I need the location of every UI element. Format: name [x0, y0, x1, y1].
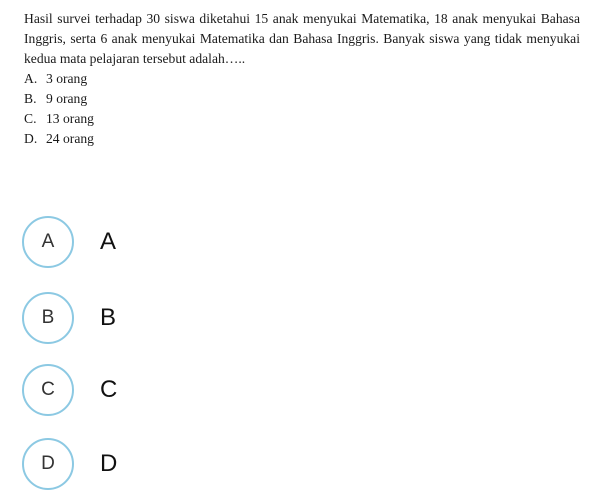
- statement-option-letter: D.: [24, 131, 38, 146]
- answer-choice-a[interactable]: [22, 216, 222, 268]
- answer-choice-d[interactable]: [22, 438, 222, 490]
- answer-label-b[interactable]: B: [100, 304, 117, 331]
- answer-label-c[interactable]: C: [100, 376, 118, 403]
- answer-label-d[interactable]: D: [100, 450, 118, 477]
- statement-option-letter: B.: [24, 91, 37, 106]
- statement-option-text: 9 orang: [46, 91, 88, 106]
- statement-option-text: 24 orang: [46, 131, 94, 146]
- answer-badge-a[interactable]: A: [22, 216, 74, 268]
- answer-badge-b[interactable]: B: [22, 292, 74, 344]
- answer-badge-c[interactable]: C: [22, 364, 74, 416]
- statement-option-text: 13 orang: [46, 111, 94, 126]
- question-text: Hasil survei terhadap 30 siswa diketahui 15 anak menyukai Matematika, 18 anak menyukai Bahasa Inggris, serta 6 anak menyukai Matematika dan Bahasa Inggris. Banyak siswa yang tidak menyukai kedua mata pelajaran tersebut adalah…..: [24, 11, 580, 66]
- statement-option-letter: A.: [24, 71, 38, 86]
- answer-choice-c[interactable]: [22, 364, 222, 416]
- answer-label-a[interactable]: A: [100, 228, 117, 255]
- statement-option-letter: C.: [24, 111, 37, 126]
- answer-badge-d[interactable]: D: [22, 438, 74, 490]
- answer-choice-b[interactable]: [22, 292, 222, 344]
- statement-option-text: 3 orang: [46, 71, 88, 86]
